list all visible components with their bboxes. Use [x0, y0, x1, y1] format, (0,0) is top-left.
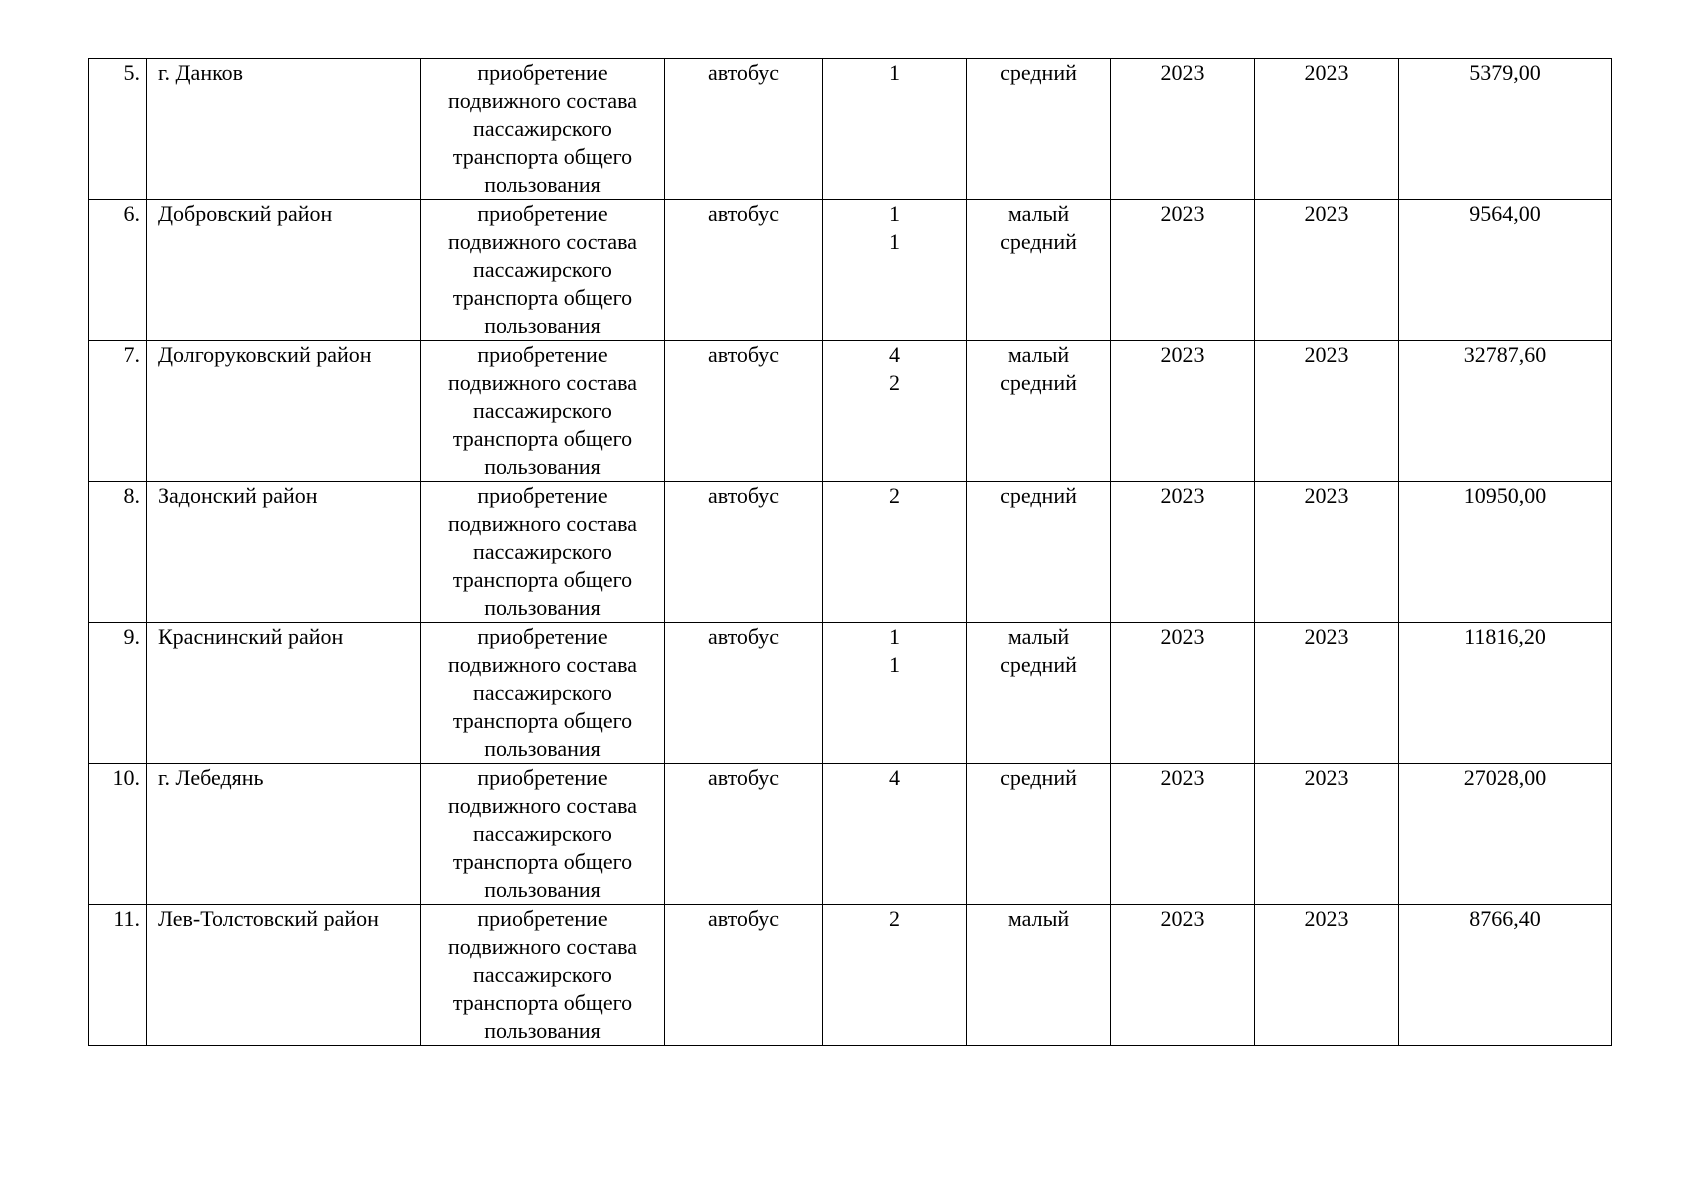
purpose-line: подвижного состава	[447, 934, 638, 959]
purpose-line: подвижного состава	[447, 88, 638, 113]
municipality-cell	[147, 200, 421, 341]
cost-cell	[1399, 341, 1612, 482]
year-start: 2023	[1160, 483, 1205, 508]
purpose-cell	[421, 905, 665, 1046]
cost-value: 27028,00	[1463, 765, 1547, 790]
purpose-cell	[421, 59, 665, 200]
year-end: 2023	[1304, 765, 1349, 790]
year-start: 2023	[1160, 60, 1205, 85]
table-row	[89, 623, 1612, 764]
year-start: 2023	[1160, 906, 1205, 931]
vehicle-type-cell	[665, 341, 823, 482]
year-start: 2023	[1160, 765, 1205, 790]
quantity-value: 2	[889, 906, 900, 931]
row-number-cell	[89, 200, 147, 341]
purpose-line: приобретение	[477, 624, 608, 649]
purpose-cell	[421, 764, 665, 905]
vehicle-type-cell	[665, 905, 823, 1046]
quantity-value: 2	[889, 370, 900, 395]
year-end-cell	[1255, 482, 1399, 623]
purpose-line: пассажирского	[473, 680, 612, 705]
purpose-line: пользования	[484, 595, 601, 620]
bus-class-value: средний	[1000, 60, 1077, 85]
purpose-line: пассажирского	[473, 962, 612, 987]
purpose-line: приобретение	[477, 765, 608, 790]
purpose-line: приобретение	[477, 483, 608, 508]
purpose-line: подвижного состава	[447, 793, 638, 818]
purpose-line: транспорта общего	[452, 990, 633, 1015]
municipality-name: Долгоруковский район	[158, 342, 372, 367]
bus-class-value: малый	[1007, 342, 1070, 367]
purpose-line: транспорта общего	[452, 426, 633, 451]
purpose-cell	[421, 341, 665, 482]
purpose-line: транспорта общего	[452, 708, 633, 733]
table-body	[89, 59, 1612, 1046]
purpose-line: пользования	[484, 172, 601, 197]
vehicle-type: автобус	[707, 906, 780, 931]
purpose-line: пассажирского	[473, 257, 612, 282]
bus-class-value: малый	[1007, 201, 1070, 226]
row-number-cell	[89, 764, 147, 905]
municipality-cell	[147, 623, 421, 764]
vehicle-type-cell	[665, 59, 823, 200]
municipality-name: Задонский район	[158, 483, 318, 508]
year-start-cell	[1111, 905, 1255, 1046]
table-row	[89, 905, 1612, 1046]
bus-class-cell	[967, 905, 1111, 1046]
bus-class-cell	[967, 341, 1111, 482]
quantity-cell	[823, 482, 967, 623]
row-number: 11.	[113, 906, 140, 931]
cost-value: 32787,60	[1463, 342, 1547, 367]
year-end-cell	[1255, 905, 1399, 1046]
purpose-line: пассажирского	[473, 539, 612, 564]
quantity-value: 1	[889, 229, 900, 254]
year-end: 2023	[1304, 906, 1349, 931]
quantity-value: 1	[889, 652, 900, 677]
municipality-name: Добровский район	[158, 201, 333, 226]
bus-purchase-table	[88, 58, 1612, 1046]
year-end-cell	[1255, 59, 1399, 200]
year-end: 2023	[1304, 201, 1349, 226]
purpose-line: подвижного состава	[447, 229, 638, 254]
cost-value: 11816,20	[1464, 624, 1546, 649]
table-row	[89, 59, 1612, 200]
year-end: 2023	[1304, 483, 1349, 508]
purpose-cell	[421, 482, 665, 623]
municipality-name: г. Данков	[158, 60, 244, 85]
municipality-name: г. Лебедянь	[158, 765, 264, 790]
row-number: 10.	[112, 765, 140, 790]
purpose-line: приобретение	[477, 201, 608, 226]
vehicle-type-cell	[665, 764, 823, 905]
municipality-cell	[147, 905, 421, 1046]
bus-class-cell	[967, 482, 1111, 623]
purpose-line: транспорта общего	[452, 849, 633, 874]
row-number: 7.	[123, 342, 140, 367]
quantity-cell	[823, 905, 967, 1046]
year-start-cell	[1111, 341, 1255, 482]
quantity-value: 4	[889, 342, 900, 367]
year-start-cell	[1111, 764, 1255, 905]
cost-cell	[1399, 200, 1612, 341]
row-number-cell	[89, 482, 147, 623]
purpose-line: транспорта общего	[452, 285, 633, 310]
purpose-cell	[421, 200, 665, 341]
purpose-line: транспорта общего	[452, 567, 633, 592]
municipality-name: Лев-Толстовский район	[158, 906, 379, 931]
purpose-line: пользования	[484, 454, 601, 479]
year-start-cell	[1111, 482, 1255, 623]
bus-class-value: средний	[1000, 229, 1077, 254]
vehicle-type-cell	[665, 623, 823, 764]
vehicle-type: автобус	[707, 60, 780, 85]
purpose-line: подвижного состава	[447, 370, 638, 395]
purpose-line: приобретение	[477, 906, 608, 931]
purpose-line: пользования	[484, 736, 601, 761]
year-start: 2023	[1160, 201, 1205, 226]
row-number-cell	[89, 905, 147, 1046]
bus-class-value: средний	[1000, 765, 1077, 790]
year-start: 2023	[1160, 624, 1205, 649]
bus-class-cell	[967, 764, 1111, 905]
vehicle-type-cell	[665, 482, 823, 623]
cost-value: 10950,00	[1463, 483, 1547, 508]
quantity-value: 4	[889, 765, 900, 790]
table-row	[89, 341, 1612, 482]
row-number: 8.	[123, 483, 140, 508]
bus-class-value: средний	[1000, 370, 1077, 395]
quantity-cell	[823, 341, 967, 482]
row-number: 5.	[123, 60, 140, 85]
year-end-cell	[1255, 200, 1399, 341]
vehicle-type-cell	[665, 200, 823, 341]
cost-cell	[1399, 764, 1612, 905]
purpose-line: приобретение	[477, 60, 608, 85]
row-number-cell	[89, 341, 147, 482]
municipality-cell	[147, 341, 421, 482]
cost-cell	[1399, 482, 1612, 623]
year-end-cell	[1255, 623, 1399, 764]
municipality-cell	[147, 764, 421, 905]
bus-class-value: средний	[1000, 483, 1077, 508]
year-end-cell	[1255, 341, 1399, 482]
quantity-value: 1	[889, 60, 900, 85]
row-number: 9.	[123, 624, 140, 649]
vehicle-type: автобус	[707, 342, 780, 367]
year-end: 2023	[1304, 60, 1349, 85]
quantity-value: 1	[889, 201, 900, 226]
vehicle-type: автобус	[707, 624, 780, 649]
year-start-cell	[1111, 59, 1255, 200]
municipality-cell	[147, 482, 421, 623]
cost-cell	[1399, 905, 1612, 1046]
quantity-cell	[823, 59, 967, 200]
row-number-cell	[89, 59, 147, 200]
municipality-name: Краснинский район	[158, 624, 344, 649]
cost-value: 9564,00	[1469, 201, 1541, 226]
purpose-line: пассажирского	[473, 116, 612, 141]
bus-class-cell	[967, 59, 1111, 200]
purpose-line: подвижного состава	[447, 511, 638, 536]
year-start-cell	[1111, 200, 1255, 341]
vehicle-type: автобус	[707, 765, 780, 790]
purpose-line: пассажирского	[473, 821, 612, 846]
purpose-line: пользования	[484, 1018, 601, 1043]
bus-class-value: средний	[1000, 652, 1077, 677]
table-row	[89, 200, 1612, 341]
year-end: 2023	[1304, 342, 1349, 367]
purpose-line: пользования	[484, 877, 601, 902]
year-end-cell	[1255, 764, 1399, 905]
quantity-value: 2	[889, 483, 900, 508]
year-start-cell	[1111, 623, 1255, 764]
quantity-cell	[823, 623, 967, 764]
quantity-cell	[823, 200, 967, 341]
municipality-cell	[147, 59, 421, 200]
cost-cell	[1399, 59, 1612, 200]
purpose-line: пользования	[484, 313, 601, 338]
table-row	[89, 764, 1612, 905]
purpose-line: подвижного состава	[447, 652, 638, 677]
quantity-value: 1	[889, 624, 900, 649]
purpose-line: пассажирского	[473, 398, 612, 423]
purpose-cell	[421, 623, 665, 764]
purpose-line: приобретение	[477, 342, 608, 367]
year-end: 2023	[1304, 624, 1349, 649]
vehicle-type: автобус	[707, 201, 780, 226]
bus-class-cell	[967, 200, 1111, 341]
table-row	[89, 482, 1612, 623]
vehicle-type: автобус	[707, 483, 780, 508]
purpose-line: транспорта общего	[452, 144, 633, 169]
cost-cell	[1399, 623, 1612, 764]
bus-class-value: малый	[1007, 624, 1070, 649]
cost-value: 8766,40	[1469, 906, 1541, 931]
quantity-cell	[823, 764, 967, 905]
cost-value: 5379,00	[1469, 60, 1541, 85]
bus-class-value: малый	[1007, 906, 1070, 931]
year-start: 2023	[1160, 342, 1205, 367]
row-number: 6.	[123, 201, 140, 226]
row-number-cell	[89, 623, 147, 764]
bus-class-cell	[967, 623, 1111, 764]
